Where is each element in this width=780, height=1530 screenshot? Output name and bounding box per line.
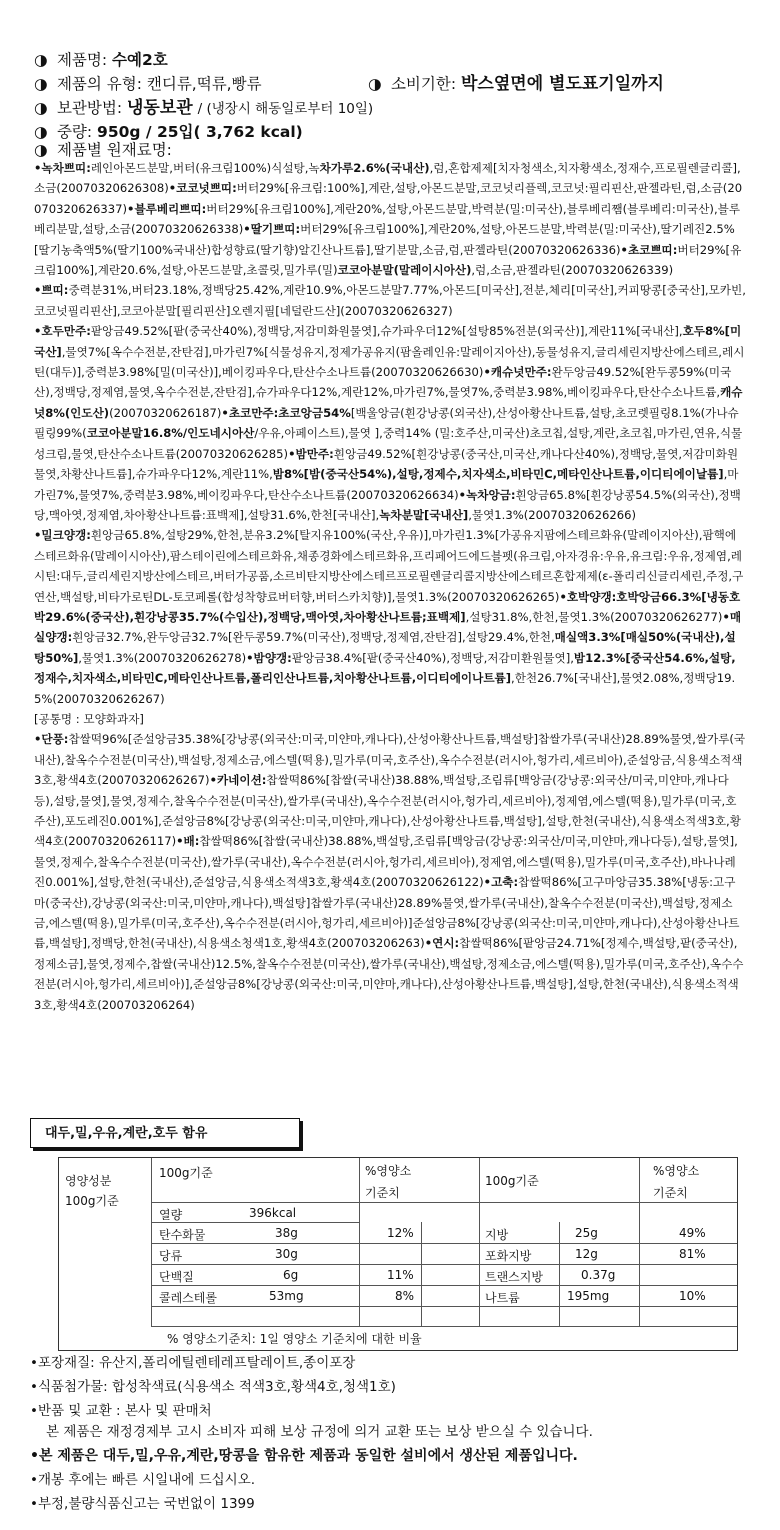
ingredient-item-name: •고축:: [483, 875, 519, 890]
ingredient-text: 레인아몬드분말,버터(유크림100%)식설탕,녹: [90, 161, 320, 175]
ingredient-item-name: •연시:: [424, 936, 460, 951]
additives-note: •식품첨가물: 합성착색료(식용색소 적색3호,황색4호,청색1호): [30, 1379, 396, 1395]
ingredient-item-name: •초코만주:초코앙금54%: [221, 405, 351, 420]
table-divider: [151, 1306, 737, 1307]
half-circle-bullet-icon: ◑: [34, 75, 48, 93]
ingredient-text: 흰앙금49.52%[흰강낭콩(중국산,미국산,캐나다산40%),정백당,물엿,저감미화원물엿,차황산나트륨],슈가파우다12%,계란11%,: [34, 446, 739, 482]
nutrient-amount: 195mg: [567, 1289, 610, 1303]
nutrient-amount: 30g: [275, 1247, 298, 1261]
ingredients-rice-cakes: [34, 729, 746, 1015]
ingredients-manju: [34, 321, 746, 525]
col-pct-right: %영양소: [653, 1164, 700, 1178]
ingredient-text: ,설탕31.8%,한천,물엿1.3%(20070320626277): [465, 609, 723, 624]
nutrient-amount: 0.37g: [581, 1268, 616, 1282]
expiry-line: [368, 74, 758, 94]
returns-note: •반품 및 교환 : 본사 및 판매처: [30, 1403, 212, 1419]
ingredients-body: [34, 158, 746, 1015]
ingredients-label: 제품별 원재료명:: [56, 141, 172, 159]
storage-note: / (냉장시 해동일로부터 10일): [197, 101, 374, 117]
table-divider: [151, 1326, 737, 1327]
ingredient-item-name: •매실양갱:: [34, 609, 742, 645]
storage-value: 냉동보관: [127, 98, 193, 118]
table-divider: [639, 1158, 640, 1326]
ingredient-item-name: •녹차앙금:: [458, 487, 516, 502]
report-note: •부정,불량식품신고는 국번없이 1399: [30, 1496, 255, 1512]
ingredient-text: ,물엿1.3%(20070320626278): [78, 650, 247, 665]
weight-line: [34, 122, 754, 142]
ingredient-text: ,마가린7%,물엿7%,중력분3.98%,베이킹파우다,탄산수소나트륨(20070320626634): [34, 467, 739, 502]
nutrient-amount: 38g: [275, 1226, 298, 1240]
nutrient-label: 단백질: [159, 1270, 194, 1284]
col-basis-left: 100g기준: [159, 1166, 213, 1180]
table-divider: [421, 1222, 422, 1326]
col-pct-left: %영양소: [365, 1164, 412, 1178]
half-circle-bullet-icon: ◑: [34, 123, 48, 141]
nutrient-label: 탄수화물: [159, 1228, 206, 1242]
ingredient-text: 버터29%[유크림100%],계란20%,설탕,아몬드분말,박력분(밀:미국산),블루베리쨈(블루베리:미국산),블루베리분말,설탕,소금(20070320626338): [34, 201, 741, 237]
half-circle-bullet-icon: ◑: [368, 75, 382, 93]
expiry-value: 박스옆면에 별도표기일까지: [461, 74, 664, 94]
nutrient-pct: 49%: [679, 1226, 706, 1240]
storage-line: [34, 98, 754, 119]
ingredient-item-name: •밤만주:: [288, 446, 334, 461]
ingredient-text: 팥앙금38.4%[팥(중국산40%),정백당,저감미환원물엿],: [291, 650, 574, 665]
ingredient-text: 흰앙금65.8%[흰강낭콩54.5%(외국산),정백당,맥아엿,정제염,차아황산나트륨:표백제],설탕31.6%,한천[국내산],: [34, 487, 741, 522]
ingredient-text: 흰앙금65.8%,설탕29%,한천,분유3.2%[탈지유100%(국산,우유)],마가린1.3%[가공유지팜에스테르화유(말레이지아산),팜핵에스테르화유(말레이시아산),팜스테이린에스테르화유,채종경화에스테르화유,프리페어드에드블펫(유크림,아자경유:우유,유크림:우유,정제염,레시틴:대두,글리세린지방산에스테르,버터가공품,소르비탄지방산에스테르프로필렌글리콜지방산에스테르혼합제제(ε-폴리리신글리세린,주정,구연산,백설탕,비타가로틴DL-토코페롤(합성착향료버터향,버터스카치향)],물엿1.3%(20070320626265): [34, 528, 744, 604]
ingredient-text: ,럼,혼합제제[치자청색소,치자황색소,정재수,프로필렌글리콜],소금(20070320626308): [34, 161, 741, 196]
nutrient-pct: 81%: [679, 1247, 706, 1261]
ingredient-text: [백울앙금(흰강낭콩(외국산),산성아황산나트륨,설탕,초코렛필링8.1%(가나슈필링99%(: [34, 405, 739, 441]
nutrient-pct: 8%: [395, 1289, 415, 1303]
ingredient-text: ,물엿1.3%(20070320626266): [468, 507, 637, 522]
table-divider: [479, 1158, 480, 1326]
half-circle-bullet-icon: ◑: [34, 51, 48, 69]
shared-factory-note: [공통명 : 모양화과자]: [34, 711, 144, 726]
after-opening-note: •개봉 후에는 빠른 시일내에 드십시오.: [30, 1472, 256, 1488]
ingredient-item-name: •밤양갱:: [246, 650, 292, 665]
nutrient-amount: 53mg: [269, 1289, 304, 1303]
nutrition-footnote: % 영양소기준치: 1일 영양소 기준치에 대한 비율: [167, 1332, 422, 1346]
product-type-value: 캔디류,떡류,빵류: [146, 75, 262, 93]
nutrient-label: 콜레스테롤: [159, 1291, 217, 1305]
nutrition-title-basis: 100g기준: [65, 1194, 119, 1208]
ingredient-item-name: •배:: [176, 834, 200, 849]
product-type-label: 제품의 유형:: [56, 75, 142, 93]
ingredient-text: 완두앙금49.52%[완두콩59%(미국산),정백당,정제염,물엿,옥수수전분,잔탄검],슈가파우다12%,계란12%,마가린7%,물엿7%,중력분3.98%,베이킹파우다,탄산수소나트륨,: [34, 365, 732, 400]
allergen-box: 대두,밀,우유,계란,호두 함유: [30, 1118, 300, 1148]
ingredient-text: 버터29%[유크림:100%],계란,설탕,아몬드분말,코코넛리플렉,코코넛:필리핀산,판젤라틴,럼,소금(20070320626337): [34, 181, 743, 216]
nutrient-label: 지방: [485, 1228, 509, 1242]
nutrient-pct: 11%: [387, 1268, 414, 1282]
nutrient-pct: 10%: [679, 1289, 706, 1303]
ingredient-item-name: •카네이션:: [209, 773, 267, 788]
ingredient-item-name: •밀크양갱:: [34, 528, 91, 543]
ingredient-item-name: •초코쁘띠:: [620, 242, 678, 257]
nutrient-amount: 12g: [575, 1247, 598, 1261]
table-divider: [151, 1158, 152, 1326]
ingredient-text: 찹쌀떡86%[찹쌀(국내산)38.88%,백설탕,조림류[백앙금(강낭콩:외국산/미국,미얀마,캐나다등),설탕,물엿],물엿,정제수,찰옥수수전분(미국산),쌀가루(국내산),옥수수전분(러시아,헝가리,세르비아),정제염,에스텔(떡용),밀가루(미국,호주산),바나나레진0.001%],설탕,한천(국내산),준설앙금,식용색소적색3호,황색4호(20070320626122): [34, 834, 738, 890]
nutrient-label: 포화지방: [485, 1249, 532, 1263]
table-divider: [359, 1158, 360, 1326]
nutrient-pct: 12%: [387, 1226, 414, 1240]
nutrient-label: 당류: [159, 1249, 183, 1263]
ingredient-item-name: •단풍:: [34, 732, 69, 747]
ingredient-text: 팥앙금49.52%[팥(중국산40%),정백당,저감미화원물엿],슈가파우더12%[설탕85%전분(외국산)],계란11%[국내산],: [90, 324, 683, 339]
ingredient-item-name: •호박양갱:호박앙금66.3%[냉동호박29.6%(중국산),흰강낭콩35.7%(수입산),정백당,맥아엿,차아황산나트륨;표백제]: [34, 589, 741, 624]
ingredient-text: 흰앙금32.7%,완두앙금32.7%[완두콩59.7%(미국산),정백당,정제염,잔탄검],설탕29.4%,한천,: [72, 630, 555, 645]
ingredients-yanggaeng: [34, 525, 746, 709]
ingredient-item-name: 차가루2.6%(국내산): [319, 161, 430, 175]
nutrient-amount: 25g: [575, 1226, 598, 1240]
storage-label: 보관방법:: [56, 99, 123, 117]
nutrition-title: 영양성분: [65, 1174, 112, 1188]
nutrient-label: 트랜스지방: [485, 1270, 543, 1284]
nutrition-table: [58, 1157, 738, 1351]
weight-label: 중량:: [56, 123, 93, 141]
ingredient-text: 버터29%[유크림100%],계란20.6%,설탕,아몬드분말,초콜릿,밀가루(밀): [34, 242, 742, 278]
half-circle-bullet-icon: ◑: [34, 99, 48, 117]
ingredient-text: (20070320626187): [109, 405, 222, 420]
packaging-note: •포장재질: 유산지,폴리에틸렌테레프탈레이트,종이포장: [30, 1355, 356, 1371]
ingredient-item-name: 코코아분말16.8%/인도네시아산: [86, 426, 255, 441]
ingredient-item-name: 호두8%[미국산]: [34, 324, 742, 359]
ingredient-item-name: 녹차분말[국내산]: [379, 507, 469, 522]
ingredient-item-name: •쁘띠:: [34, 283, 69, 298]
weight-value: 950g / 25입( 3,762 kcal): [97, 123, 303, 141]
nutrient-amount: 6g: [283, 1268, 299, 1282]
product-name-line: [34, 50, 754, 70]
ingredient-text: /우유,아페이스트),물엿 ],중력14% (밀:호주산,미국산)초코칩,설탕,계란,초코칩,마가린,연유,식물성크림,물엿,탄산수소나트륨(20070320626285): [34, 426, 743, 461]
ingredient-item-name: •코코넛쁘띠:: [168, 181, 237, 196]
ingredient-text: 찹쌀떡86%[팥앙금24.71%[정제수,백설탕,팥(중국산),정제소금],물엿,정제수,찹쌀(국내산)12.5%,찰옥수수전분(미국산),쌀가루(국내산),백설탕,정제소금,에스텔(떡용),밀가루(미국,호주산),옥수수전분(러시아,헝가리,세르비아)],준설앙금8%[강낭콩(외국산:미국,미얀마,캐나다),산성아황산나트륨,백설탕],설탕,한천(국내산),식용색소적색3호,황색4호(200703206264): [34, 936, 744, 1012]
ingredient-item-name: 밤12.3%[중국산54.6%,설탕,정재수,치자색소,비타민C,메타인산나트륨,폴리인산나트륨,치아황산나트륨,이디티에이나트륨]: [34, 650, 736, 686]
ingredients-heading: [34, 140, 754, 160]
ingredient-item-name: 코코아분말(말레이시아산): [337, 263, 472, 278]
table-divider: [559, 1222, 560, 1326]
facility-warning: •본 제품은 대두,밀,우유,계란,땅콩을 함유한 제품과 동일한 설비에서 생산된 제품입니다.: [30, 1448, 578, 1464]
ingredient-text: ,한천26.7%[국내산],물엿2.08%,정백당19.5%(20070320626267): [34, 671, 736, 706]
product-name: 수예2호: [112, 51, 168, 69]
ingredient-text: ,럼,소금,판젤라틴(20070320626339): [471, 263, 674, 278]
table-divider: [151, 1285, 737, 1286]
ingredient-text: 찹쌀떡86%[찹쌀(국내산)38.88%,백설탕,조림류[백앙금(강낭콩:외국산/미국,미얀마,캐나다등),설탕,물엿],물엿,정제수,찰옥수수전분(미국산),쌀가루(국내산),옥수수전분(러시아,헝가리,세르비아),정제염,에스텔(떡용),밀가루(미국,호주산),포도레진0.001%],준설앙금8%[강낭콩(외국산:미국,미얀마,캐나다),산성아황산나트륨,백설탕],설탕,한천(국내산),식용색소적색3호,황색4호(20070320626117): [34, 773, 741, 849]
table-divider: [151, 1264, 737, 1265]
compensation-note: 본 제품은 재정경제부 고시 소비자 피해 보상 규정에 의거 교환 또는 보상 받으실 수 있습니다.: [46, 1424, 593, 1440]
ingredient-text: ,물엿7%[옥수수전분,잔탄검],마가린7%[식물성유지,정제가공유지(팜올레인유:말레이지아산),동물성유지,글리세린지방산에스테르,레시틴(대두)],중력분3.98%[밀(미국산)],베이킹파우다,탄산수소나트륨(20070320626630): [34, 344, 745, 380]
ingredient-text: 찹쌀떡96%[준설앙금35.38%[강낭콩(외국산:미국,미얀마,캐나다),산성아황산나트륨,백설탕]찹쌀가루(국내산)28.89%물엿,쌀가루(국내산),찰옥수수전분(미국산),백설탕,정제소금,에스텔(떡용),밀가루(미국,호주산),옥수수전분(러시아,헝가리,세르비아),준설앙금,식용색소적색3호,황색4호(20070320626267): [34, 732, 746, 788]
ingredient-item-name: •호두만주:: [34, 324, 91, 339]
product-name-label: 제품명:: [56, 51, 108, 69]
ingredient-text: 중력분31%,버터23.18%,정백당25.42%,계란10.9%,아몬드분말7.77%,아몬드[미국산],전분,체리[미국산],커피땅콩[중국산],모카빈,코코넛필리핀산],코코아분말[필리핀산]오렌지필[네덜란드산](20070320626327): [34, 283, 746, 318]
ingredient-item-name: •딸기쁘띠:: [243, 222, 301, 237]
table-divider: [151, 1202, 737, 1203]
ingredient-item-name: •녹차쁘띠:: [34, 161, 91, 175]
ingredient-item-name: 밤8%[밤(중국산54%),설탕,정제수,치자색소,비타민C,메타인산나트륨,이디티에이날륨]: [272, 467, 724, 482]
ingredient-item-name: •캐슈넛만주:: [483, 365, 552, 380]
col-pct-left-2: 기준치: [365, 1186, 400, 1200]
table-divider: [151, 1222, 359, 1223]
ingredient-text: 찹쌀떡86%[고구마앙금35.38%[냉동:고구마(중국산),강낭콩(외국산:미국,미얀마,캐나다),백설탕]찹쌀가루(국내산)28.89%물엿,쌀가루(국내산),찰옥수수전분(미국산),백설탕,정제소금,에스텔(떡용),밀가루(미국,호주산),옥수수전분(러시아,헝가리,세르비아)]준설앙금8%[강낭콩(외국산:미국,미얀마,캐나다),산성아황산나트륨,백설탕],정백당,한천(국내산),식용색소청색1호,황색4호(200703206263): [34, 875, 740, 951]
col-pct-right-2: 기준치: [653, 1186, 688, 1200]
calories-value: 396kcal: [249, 1206, 297, 1220]
half-circle-bullet-icon: ◑: [34, 141, 48, 159]
ingredients-petit: [34, 280, 746, 321]
expiry-label: 소비기한:: [390, 75, 457, 93]
ingredient-item-name: •블루베리쁘띠:: [127, 201, 207, 216]
col-basis-right: 100g기준: [485, 1174, 539, 1188]
ingredients-petit-cakes: [34, 158, 746, 280]
nutrient-label: 나트륨: [485, 1291, 520, 1305]
ingredient-text: 버터29%[유크림100%],계란20%,설탕,아몬드분말,박력분(밀:미국산),딸기레진2.5%[딸기농축액5%(딸기100%국내산)합성향료(딸기향)알긴산나트륨],딸기분말,소금,럼,판젤라틴(20070320626336): [34, 222, 735, 257]
calories-label: 열량: [159, 1208, 183, 1222]
ingredient-item-name: 매실액3.3%[매실50%(국내산),설탕50%]: [34, 630, 736, 665]
table-divider: [151, 1243, 737, 1244]
ingredient-item-name: 캐슈넛8%(인도산): [34, 385, 743, 420]
